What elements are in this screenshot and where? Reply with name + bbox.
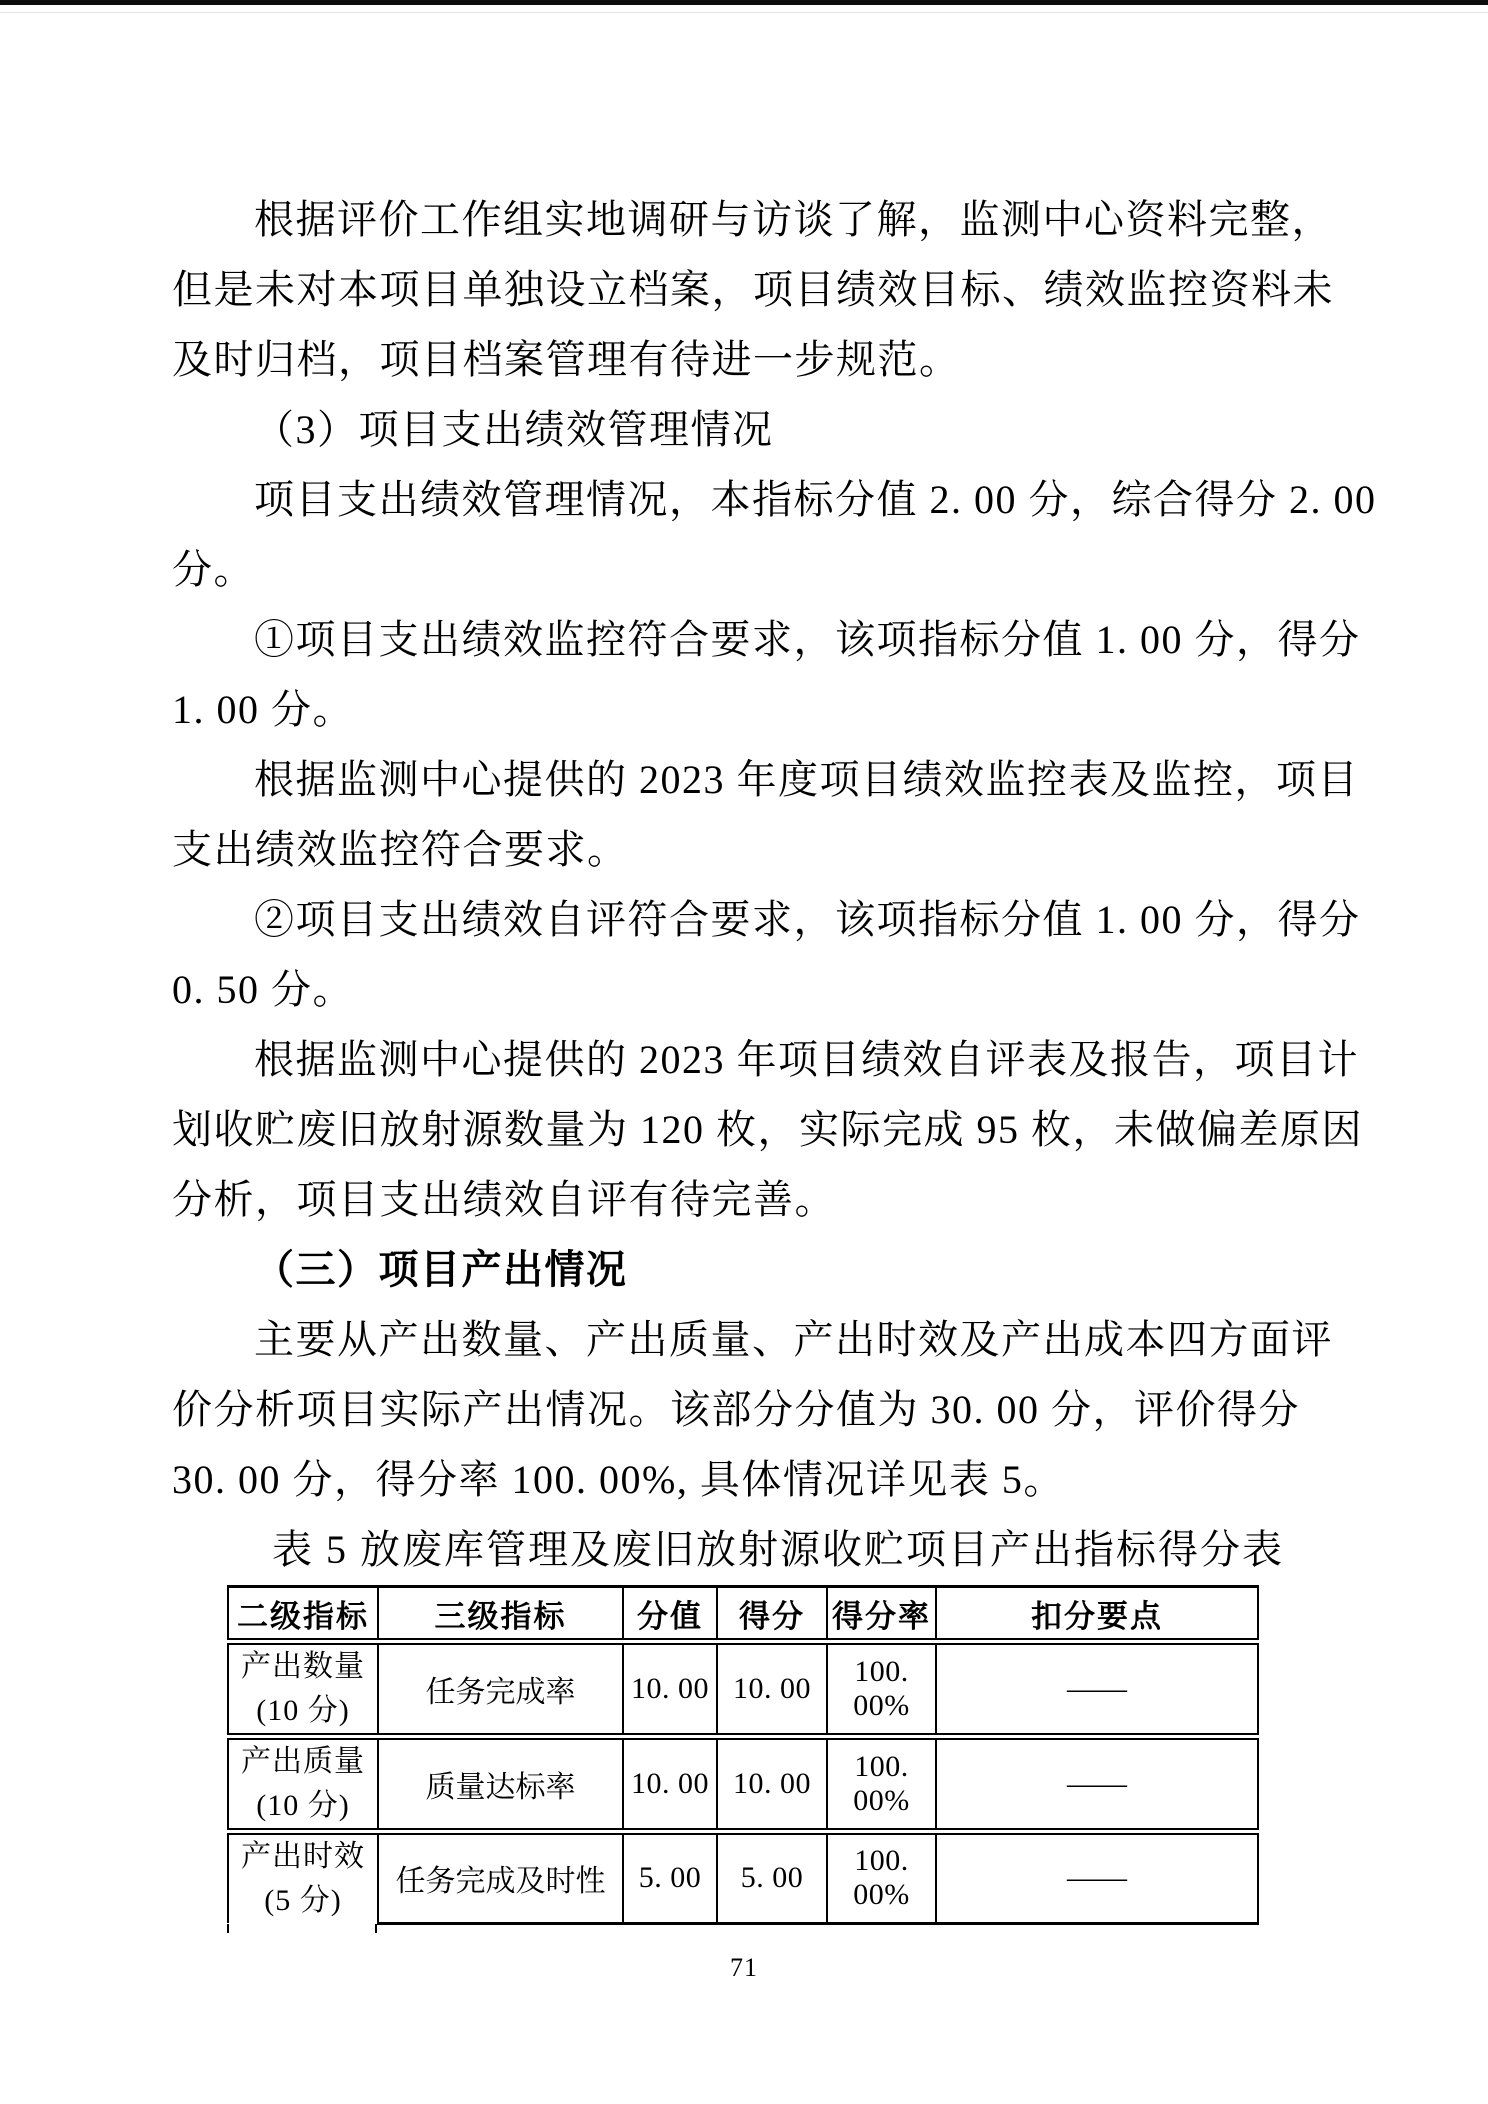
body-line: 30. 00 分，得分率 100. 00%, 具体情况详见表 5。: [172, 1457, 1065, 1502]
table-row: [228, 1642, 1258, 1737]
header-cell-points: 分值: [623, 1587, 717, 1642]
body-line: 分。: [172, 547, 255, 592]
header-cell-indicator3: 三级指标: [378, 1587, 623, 1642]
cell-points: 5. 00: [623, 1832, 717, 1924]
header-cell-indicator2: 二级指标: [228, 1587, 378, 1642]
indicator2-name: 产出数量: [241, 1650, 365, 1683]
body-line: 0. 50 分。: [172, 967, 354, 1012]
body-line: 根据监测中心提供的 2023 年度项目绩效监控表及监控，项目: [254, 757, 1359, 802]
cell-score: 10. 00: [717, 1642, 827, 1737]
scan-hairline: [0, 12, 1488, 13]
cell-rate: 100. 00%: [827, 1737, 936, 1832]
page-break-border-stub: [375, 1924, 377, 1933]
page-content: [172, 185, 1384, 1925]
cell-points: 10. 00: [623, 1737, 717, 1832]
indicator2-points: (10 分): [256, 1789, 350, 1822]
body-line: 根据评价工作组实地调研与访谈了解，监测中心资料完整，: [254, 197, 1333, 242]
header-cell-score: 得分: [717, 1587, 827, 1642]
indicator2-points: (10 分): [256, 1694, 350, 1727]
cell-score: 5. 00: [717, 1832, 827, 1924]
body-line: 主要从产出数量、产出质量、产出时效及产出成本四方面评: [254, 1317, 1333, 1362]
body-line: ②项目支出绩效自评符合要求，该项指标分值 1. 00 分，得分: [254, 897, 1361, 942]
cell-score: 10. 00: [717, 1737, 827, 1832]
section-heading: （三）项目产出情况: [254, 1247, 628, 1292]
cell-points: 10. 00: [623, 1642, 717, 1737]
cell-rate: 100. 00%: [827, 1642, 936, 1737]
output-indicator-score-table: [227, 1585, 1259, 1925]
cell-indicator2: [228, 1642, 378, 1737]
body-line: 根据监测中心提供的 2023 年项目绩效自评表及报告，项目计: [254, 1037, 1359, 1082]
cell-indicator2: [228, 1737, 378, 1832]
page-break-border-stub: [227, 1924, 229, 1933]
cell-deduction: ——: [936, 1737, 1258, 1832]
body-line: 分析，项目支出绩效自评有待完善。: [172, 1177, 836, 1222]
body-line: 支出绩效监控符合要求。: [172, 827, 629, 872]
cell-indicator3: 任务完成率: [378, 1642, 623, 1737]
subheading-line: （3）项目支出绩效管理情况: [254, 407, 774, 452]
body-line: 价分析项目实际产出情况。该部分分值为 30. 00 分，评价得分: [172, 1387, 1300, 1432]
body-line: 划收贮废旧放射源数量为 120 枚，实际完成 95 枚，未做偏差原因: [172, 1107, 1363, 1152]
indicator2-name: 产出时效: [241, 1840, 365, 1873]
table-header-row: [228, 1587, 1258, 1642]
header-cell-rate: 得分率: [827, 1587, 936, 1642]
cell-indicator3: 质量达标率: [378, 1737, 623, 1832]
score-table-wrap: [227, 1585, 1257, 1925]
body-line: 但是未对本项目单独设立档案，项目绩效目标、绩效监控资料未: [172, 267, 1334, 312]
cell-indicator3: 任务完成及时性: [378, 1832, 623, 1924]
indicator2-name: 产出质量: [241, 1745, 365, 1778]
cell-deduction: ——: [936, 1832, 1258, 1924]
body-line: 项目支出绩效管理情况，本指标分值 2. 00 分，综合得分 2. 00: [254, 477, 1377, 522]
cell-rate: 100. 00%: [827, 1832, 936, 1924]
header-cell-deduction: 扣分要点: [936, 1587, 1258, 1642]
body-line: ①项目支出绩效监控符合要求，该项指标分值 1. 00 分，得分: [254, 617, 1361, 662]
body-line: 及时归档，项目档案管理有待进一步规范。: [172, 337, 961, 382]
page-number: 71: [730, 1953, 758, 1982]
cell-deduction: ——: [936, 1642, 1258, 1737]
table-row: [228, 1832, 1258, 1924]
scan-top-edge-bar: [0, 0, 1488, 5]
body-line: 1. 00 分。: [172, 687, 354, 732]
cell-indicator2-cutoff: [228, 1832, 378, 1924]
table-row: [228, 1737, 1258, 1832]
table-title: 表 5 放废库管理及废旧放射源收贮项目产出指标得分表: [272, 1527, 1284, 1572]
indicator2-points: (5 分): [264, 1884, 342, 1917]
